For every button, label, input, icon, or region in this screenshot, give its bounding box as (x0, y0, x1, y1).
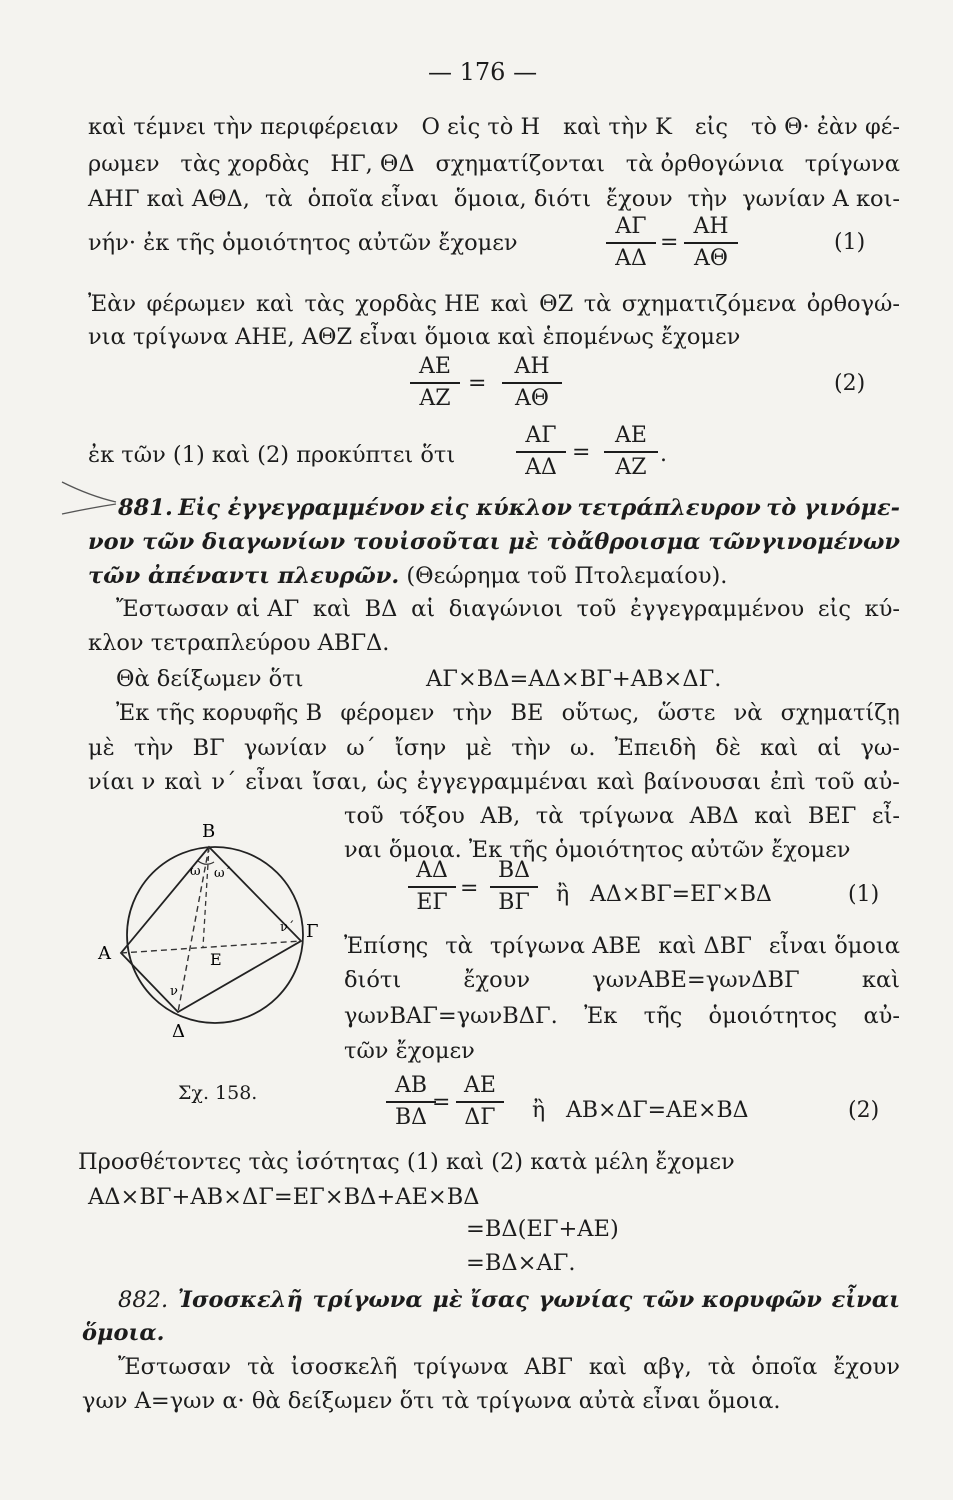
word: ἐγγεγραμμέναι (416, 769, 588, 795)
label-a: Α (98, 943, 111, 964)
word: τὰ (535, 803, 564, 829)
fraction (604, 425, 658, 479)
word: σχηματίζῃ (780, 700, 900, 726)
title-word: γωνίας (538, 1287, 633, 1313)
figure-158 (90, 815, 330, 1070)
word: ἔχουν (463, 967, 531, 993)
word: καὶ ΔΒΓ (658, 933, 752, 959)
word: Ἐκ τῆς κορυφῆς Β (116, 700, 323, 726)
word: τὴν (511, 735, 551, 761)
word: ὡς (376, 769, 408, 795)
theorem-title-line (88, 565, 727, 588)
word: ἰσοῦται μὲ τὸ (399, 529, 577, 555)
equals-sign: = (432, 1090, 451, 1115)
word: γωνΒΑΓ=γωνΒΔΓ. (344, 1003, 558, 1029)
equation-label: (2) (848, 1098, 880, 1123)
word: ν΄ (211, 769, 237, 795)
word: γωνίαν Α κοι- (742, 186, 900, 212)
label-e: Ε (210, 950, 222, 969)
title-word: τῶν κορυφῶν (642, 1287, 822, 1313)
fraction-denominator: ΑΖ (419, 386, 451, 411)
equals-sign: = (660, 230, 679, 255)
label-omega: ω (190, 864, 201, 879)
text-line: Θὰ δείξωμεν ὅτι (116, 666, 304, 692)
word: Ο εἰς τὸ Η (421, 114, 541, 140)
word: αὐ- (863, 1003, 900, 1029)
title-text: τῶν ἀπέναντι πλευρῶν. (88, 563, 400, 589)
word: ἴσαι, (312, 769, 368, 795)
text-line (344, 805, 900, 828)
word: εἶ- (871, 803, 900, 829)
text-line: γων Α=γων α· θὰ δείξωμεν ὅτι τὰ τρίγωνα αὐτὰ εἶναι ὅμοια. (82, 1388, 781, 1414)
text-line: νήν· ἐκ τῆς ὁμοιότητος αὐτῶν ἔχομεν (88, 230, 518, 256)
word: καὶ τέμνει τὴν περιφέρειαν (88, 114, 399, 140)
word: μὲ (465, 735, 493, 761)
word: καὶ (312, 596, 351, 622)
word: ἐγγεγραμμένου (629, 596, 805, 622)
word: διότι (344, 967, 402, 993)
word: τοῦ (814, 769, 855, 795)
title-word: Εἰς ἐγγεγραμμένον (178, 495, 425, 521)
equals-sign: = (460, 876, 479, 901)
fraction-denominator: ΑΔ (615, 246, 647, 271)
word: ω. (570, 735, 596, 761)
word: Ἐκ (584, 1003, 618, 1029)
formula: ΑΔ×ΒΓ+ΑΒ×ΔΓ=ΕΓ×ΒΔ+ΑΕ×ΒΔ (88, 1184, 480, 1210)
word: Ἐπίσης (344, 933, 429, 959)
fraction-bar (386, 1101, 436, 1103)
word: τὰ (247, 1354, 275, 1380)
fraction-denominator: ΕΓ (416, 890, 448, 915)
word: ΒΕ (510, 700, 544, 726)
text-line (88, 293, 900, 316)
fraction-bar (490, 886, 538, 888)
title-word: εἶναι (831, 1287, 900, 1313)
theorem-title-line (118, 497, 900, 520)
word: ΑΒΓ (524, 1354, 573, 1380)
formula: =ΒΔ(ΕΓ+ΑΕ) (466, 1216, 619, 1242)
word: γωνΑΒΕ=γωνΔΒΓ (592, 967, 800, 993)
fraction-bar (604, 451, 658, 453)
fraction-bar (456, 1101, 504, 1103)
word: τὸ Θ· ἐὰν φέ- (750, 114, 900, 140)
or-word: ἢ (532, 1098, 546, 1123)
word: τὰ (583, 291, 612, 317)
word: Ἔστωσαν (118, 1354, 232, 1380)
theorem-title-line (88, 531, 900, 554)
formula: =ΒΔ×ΑΓ. (466, 1250, 576, 1276)
word: χορδὰς ΗΕ (355, 291, 481, 317)
theorem-title-line (118, 1289, 900, 1312)
word: ὥστε (657, 700, 716, 726)
word: ΒΕΓ (807, 803, 857, 829)
word: τὰ (707, 1354, 736, 1380)
word: αἱ (817, 735, 842, 761)
word: ἴσην (394, 735, 447, 761)
fraction-bar (606, 242, 656, 244)
fraction-bar (410, 382, 460, 384)
label-d: Δ (172, 1021, 185, 1042)
equation-label: (1) (834, 230, 866, 255)
word: ἰσοσκελῆ (290, 1354, 398, 1380)
fraction (490, 860, 538, 914)
fraction-numerator: ΒΔ (497, 858, 531, 883)
word: τὰς (304, 291, 345, 317)
word: εἶναι ὅμοια (768, 933, 900, 959)
title-word: τὸ γινόμε- (766, 495, 900, 521)
fraction (502, 356, 562, 410)
label-nu: ν (170, 984, 178, 999)
word: τρίγωνα ΑΒΕ (489, 933, 642, 959)
fraction-bar (684, 242, 738, 244)
word: σχηματίζονται (435, 151, 605, 177)
equation-label: (2) (834, 371, 866, 396)
fraction (408, 860, 456, 914)
fraction-numerator: ΑΓ (615, 214, 647, 239)
margin-arrow-mark (60, 478, 120, 518)
word: Ἐπειδὴ (614, 735, 697, 761)
title-word: τρίγωνα (312, 1287, 423, 1313)
word: τὰ ὀρθογώνια (625, 151, 784, 177)
title-word: Ἰσοσκελῆ (177, 1287, 303, 1313)
word: ΑΒ, (480, 803, 521, 829)
formula: ΑΔ×ΒΓ=ΕΓ×ΒΔ (590, 882, 772, 907)
word: εἰς (694, 114, 728, 140)
title-word: μὲ ἴσας (432, 1287, 529, 1313)
text-line: ναι ὅμοια. Ἐκ τῆς ὁμοιότητος αὐτῶν ἔχομεν (344, 837, 851, 863)
or-word: ἢ (556, 882, 570, 907)
fraction-numerator: ΑΕ (615, 423, 647, 448)
theorem-number: 882. (118, 1287, 169, 1313)
fraction (410, 356, 460, 410)
text-line (116, 702, 900, 725)
fraction-numerator: ΑΒ (394, 1073, 428, 1098)
word: ὁμοιότητος (708, 1003, 838, 1029)
word: καὶ (490, 291, 529, 317)
word: ὁποῖα (751, 1354, 818, 1380)
fraction-denominator: ΒΓ (498, 890, 530, 915)
word: καὶ (588, 1354, 627, 1380)
fraction (606, 216, 656, 270)
word: τὰς χορδὰς (180, 151, 310, 177)
fraction-bar (408, 886, 456, 888)
theorem-number: 881. (118, 495, 173, 521)
text-line: Προσθέτοντες τὰς ἰσότητας (1) καὶ (2) κατὰ μέλη ἔχομεν (78, 1149, 735, 1175)
word: ΑΒΔ (689, 803, 739, 829)
word: καὶ τὴν Κ (563, 114, 672, 140)
text-line (344, 935, 900, 958)
fraction-numerator: ΑΗ (693, 214, 729, 239)
fraction-numerator: ΑΕ (419, 354, 451, 379)
word: γωνίαν (243, 735, 328, 761)
fraction-denominator: ΑΘ (515, 386, 549, 411)
equals-sign: = (572, 440, 591, 465)
fraction (456, 1075, 504, 1129)
text-line (88, 737, 900, 760)
word: ΒΓ (192, 735, 225, 761)
equals-sign: = (468, 371, 487, 396)
word: οὕτως, (561, 700, 640, 726)
label-b: Β (202, 821, 216, 842)
word: ρωμεν (88, 151, 160, 177)
word: τὰ (264, 186, 293, 212)
word: τὴν (687, 186, 728, 212)
word: τρίγωνα (804, 151, 900, 177)
word: φέρωμεν (146, 291, 246, 317)
word: τὰ (445, 933, 473, 959)
word: τῆς (643, 1003, 683, 1029)
word: ω΄ (346, 735, 376, 761)
text-line (116, 598, 900, 621)
word: καὶ (596, 769, 635, 795)
text-line (88, 116, 900, 139)
text-line (344, 969, 900, 992)
label-omega-prime: ω΄ (214, 866, 232, 881)
formula: ΑΓ×ΒΔ=ΑΔ×ΒΓ+ΑΒ×ΔΓ. (426, 666, 722, 692)
word: ΒΔ (364, 596, 398, 622)
word: γινομένων (760, 529, 900, 555)
theorem-title-line: ὅμοια. (82, 1320, 165, 1346)
word: εἰς (817, 596, 851, 622)
word: νίαι ν (88, 769, 156, 795)
word: καὶ (754, 803, 793, 829)
word: ἔχουν (833, 1354, 900, 1380)
word: γω- (860, 735, 900, 761)
word: ὀρθογώ- (806, 291, 900, 317)
fraction (386, 1075, 436, 1129)
word: εἶναι (245, 769, 304, 795)
word: φέρομεν (340, 700, 435, 726)
word: Ἔστωσαν αἱ ΑΓ (116, 596, 300, 622)
word: Ἐὰν (88, 291, 137, 317)
text-line (88, 188, 900, 211)
word: τόξου (399, 803, 465, 829)
label-nu-prime: ν΄ (280, 920, 295, 935)
text-line (344, 1005, 900, 1028)
fraction-bar (502, 382, 562, 384)
word: ὁποῖα εἶναι (307, 186, 439, 212)
word: ὅμοια, διότι (453, 186, 592, 212)
fraction-bar (516, 451, 566, 453)
fraction-numerator: ΑΓ (525, 423, 557, 448)
text-line: κλον τετραπλεύρου ΑΒΓΔ. (88, 630, 390, 656)
fraction-denominator: ΑΘ (694, 246, 728, 271)
word: κύ- (864, 596, 900, 622)
word: καὶ (164, 769, 203, 795)
word: καὶ (861, 967, 900, 993)
word: διαγώνιοι (448, 596, 563, 622)
word: νὰ (733, 700, 763, 726)
formula: ΑΒ×ΔΓ=ΑΕ×ΒΔ (566, 1098, 749, 1123)
equation-label: (1) (848, 882, 880, 907)
fraction-denominator: ΑΔ (525, 455, 557, 480)
word: μὲ (88, 735, 115, 761)
word: βαίνουσαι (643, 769, 762, 795)
title-word: τετράπλευρον (577, 495, 761, 521)
word: καὶ (255, 291, 295, 317)
word: σχηματιζόμενα (621, 291, 797, 317)
text-line: ἐκ τῶν (1) καὶ (2) προκύπτει ὅτι (88, 442, 456, 468)
word: ἄθροισμα τῶν (576, 529, 761, 555)
text-line (88, 771, 900, 794)
fraction-numerator: ΑΔ (416, 858, 448, 883)
fraction-denominator: ΑΖ (615, 455, 647, 480)
word: δὲ (715, 735, 741, 761)
word: τρίγωνα (578, 803, 675, 829)
word: τὴν (133, 735, 174, 761)
label-g: Γ (306, 921, 319, 942)
word: τοῦ (344, 803, 384, 829)
fraction (684, 216, 738, 270)
word: νον τῶν διαγωνίων του (88, 529, 399, 555)
word: ΑΗΓ καὶ ΑΘΔ, (88, 186, 250, 212)
period: . (660, 442, 667, 467)
word: αἱ (411, 596, 436, 622)
title-word: εἰς κύκλον (430, 495, 573, 521)
word: τρίγωνα (413, 1354, 509, 1380)
figure-caption: Σχ. 158. (178, 1082, 258, 1104)
word: καὶ (760, 735, 799, 761)
word: ἐπὶ (770, 769, 806, 795)
word: τὴν (452, 700, 493, 726)
fraction-denominator: ΒΔ (394, 1105, 428, 1130)
text-line: νια τρίγωνα ΑΗΕ, ΑΘΖ εἶναι ὅμοια καὶ ἑπομένως ἔχομεν (88, 324, 741, 350)
text-line: τῶν ἔχομεν (344, 1038, 475, 1064)
word: ΗΓ, ΘΔ (330, 151, 415, 177)
word: ἔχουν (606, 186, 673, 212)
word: αβγ, (642, 1354, 692, 1380)
fraction-numerator: ΑΕ (464, 1073, 496, 1098)
quadrilateral (121, 847, 301, 1012)
fraction-numerator: ΑΗ (514, 354, 550, 379)
fraction-denominator: ΔΓ (464, 1105, 496, 1130)
word: ΘΖ (539, 291, 574, 317)
word: τοῦ (576, 596, 617, 622)
text-line (88, 153, 900, 176)
word: αὐ- (863, 769, 900, 795)
page-number: — 176 — (428, 58, 538, 86)
fraction (516, 425, 566, 479)
title-note: (Θεώρημα τοῦ Πτολεμαίου). (406, 563, 728, 589)
text-line (118, 1356, 900, 1379)
